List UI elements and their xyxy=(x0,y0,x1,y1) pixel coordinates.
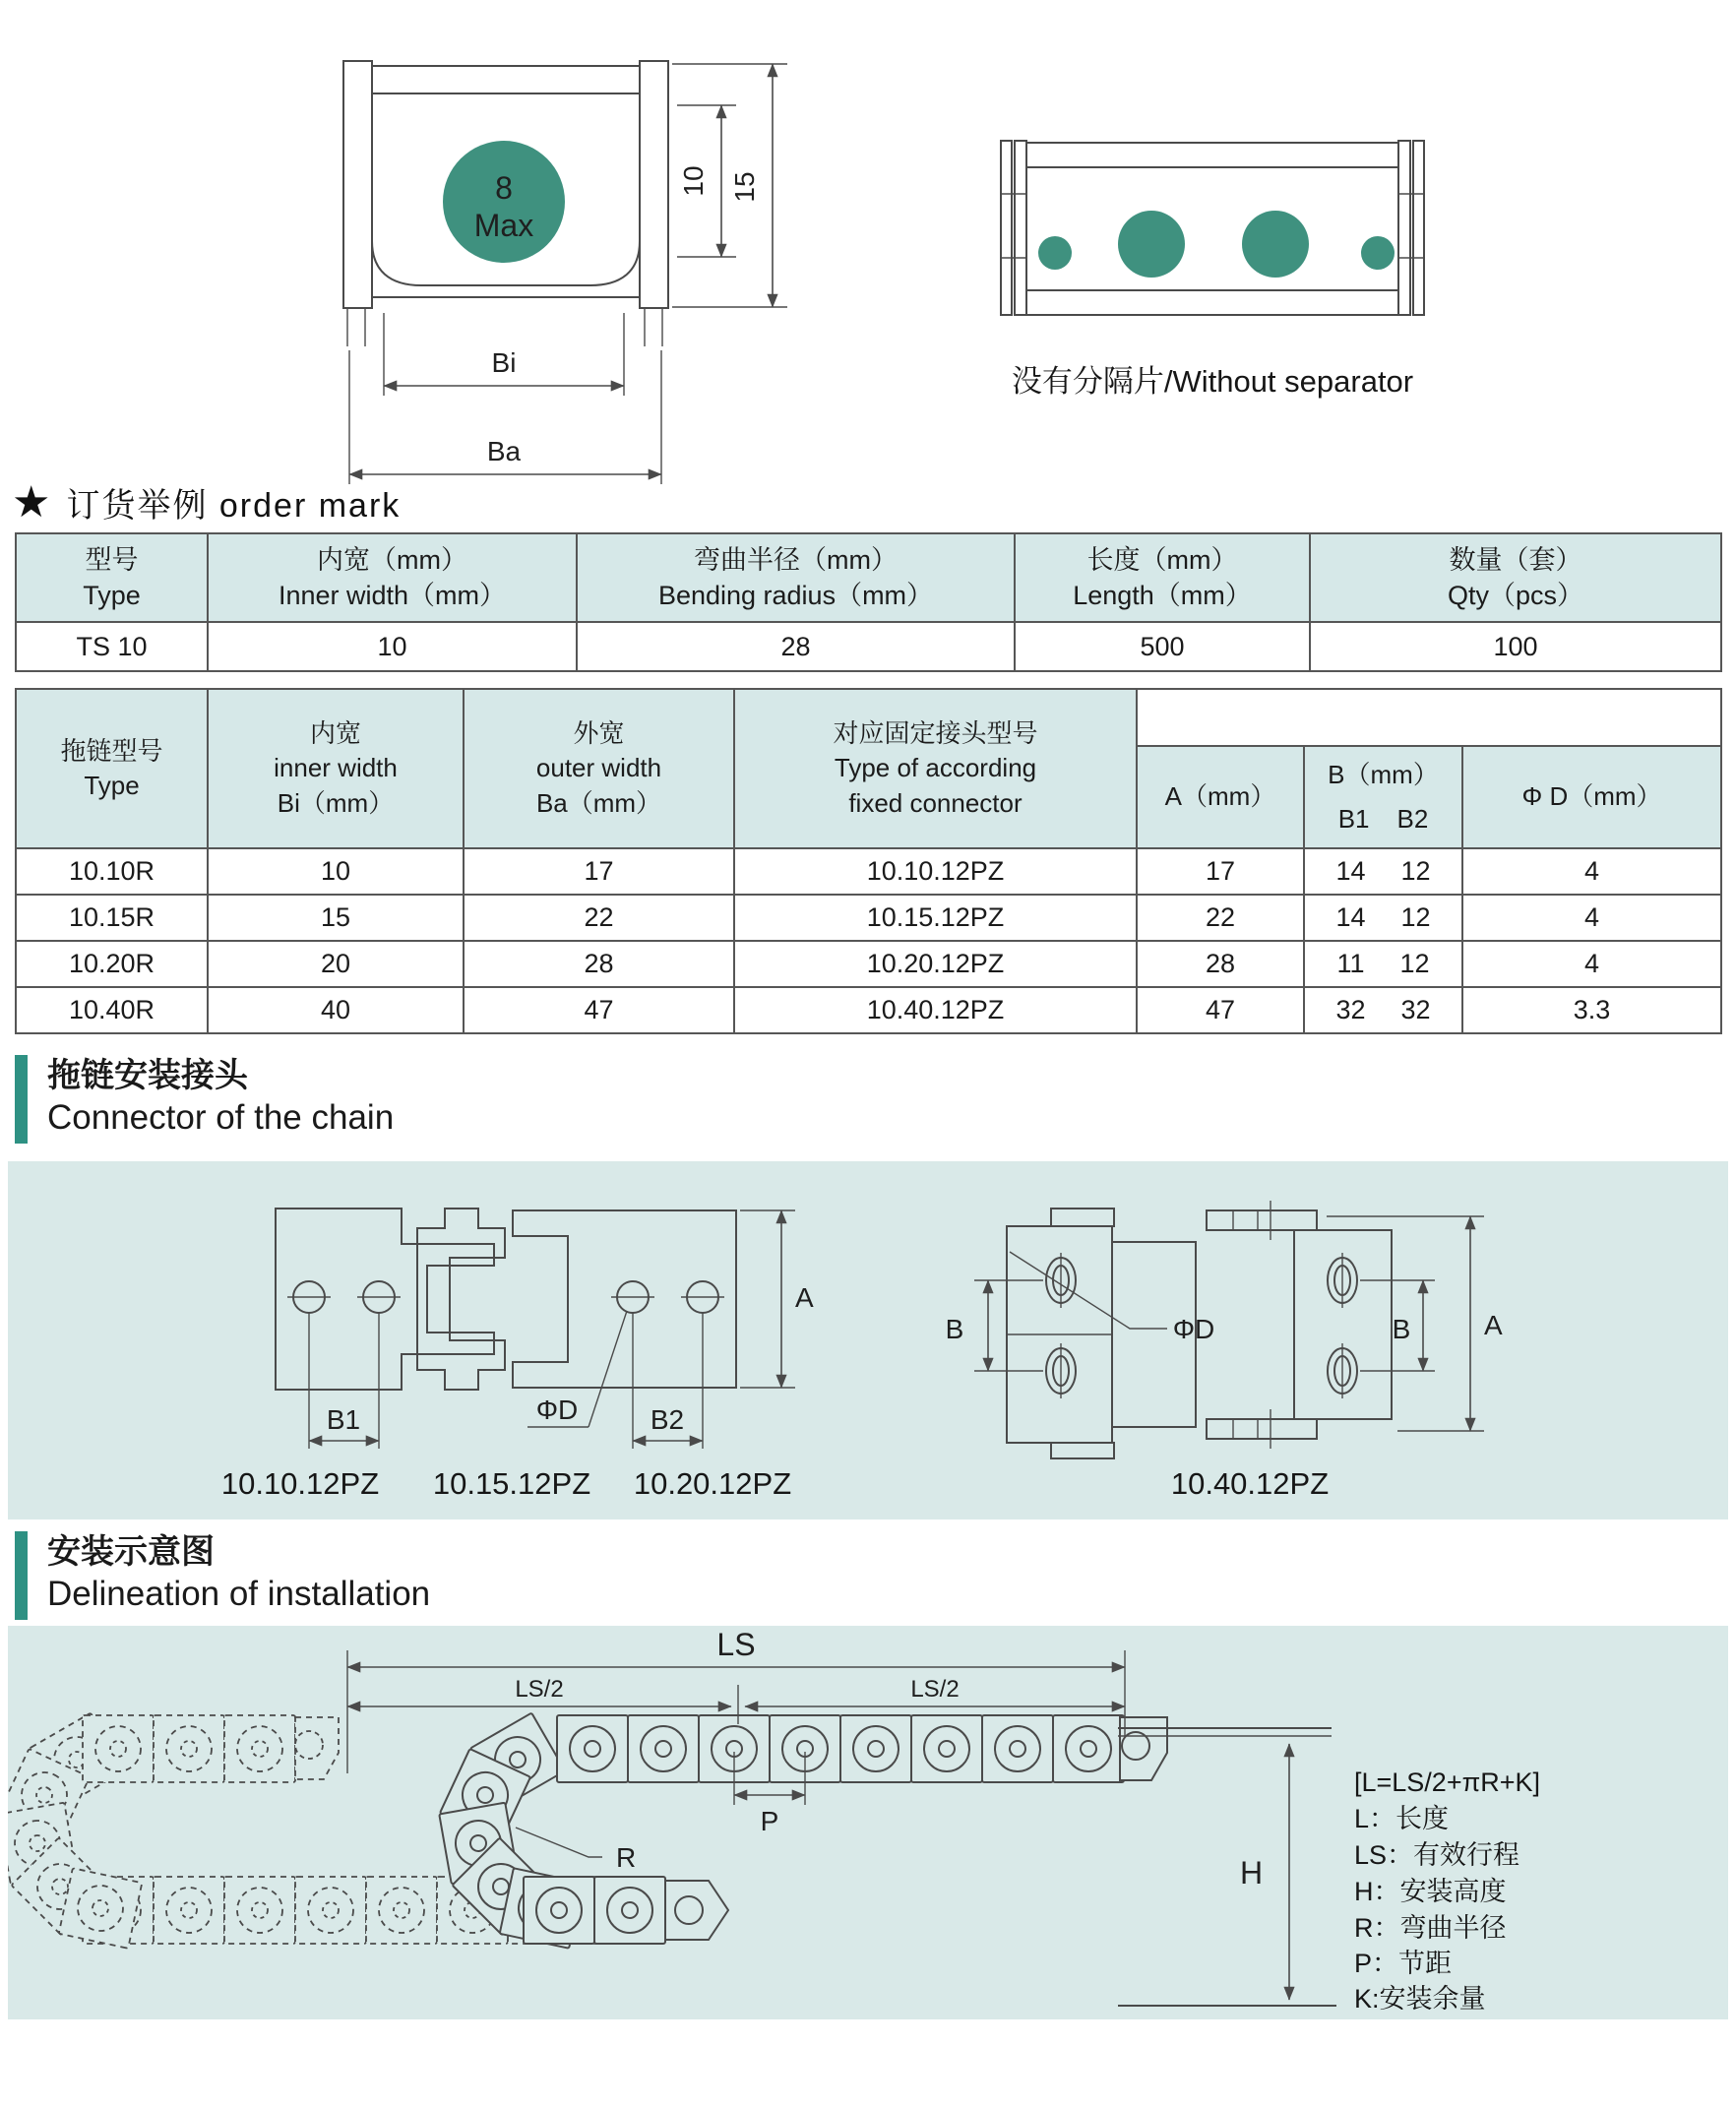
header-cell: 型号 Type xyxy=(16,533,208,622)
installation-section-heading xyxy=(15,1531,430,1620)
section-title-cn: 拖链安装接头 xyxy=(47,1057,248,1094)
table-cell: 10.15R xyxy=(16,895,208,941)
connector-caption: 10.15.12PZ xyxy=(432,1466,591,1501)
connector-caption: 10.20.12PZ xyxy=(633,1466,792,1501)
dim-a-label: A xyxy=(1484,1310,1503,1340)
dim-b1-label: B1 xyxy=(326,1404,361,1435)
table-cell: TS 10 xyxy=(16,622,208,671)
header-cell: 对应固定接头型号 Type of according fixed connector xyxy=(734,689,1137,848)
connector-diagram-panel xyxy=(8,1161,1728,1519)
table-cell: 20 xyxy=(208,941,464,987)
legend-line: R：弯曲半径 xyxy=(1354,1913,1507,1943)
dim-15-label: 15 xyxy=(729,171,760,203)
installation-diagram-panel xyxy=(8,1626,1728,2019)
table-cell: 22 xyxy=(464,895,734,941)
table-cell: 500 xyxy=(1015,622,1310,671)
table-cell: 10.20R xyxy=(16,941,208,987)
header-spacer-cell xyxy=(1137,689,1721,746)
cable-large xyxy=(1118,211,1185,278)
legend-line: K:安装余量 xyxy=(1354,1984,1486,2014)
table-cell: 14 12 xyxy=(1304,848,1462,895)
table-cell: 10.40R xyxy=(16,987,208,1033)
star-icon: ★ xyxy=(12,477,51,527)
table-cell: 28 xyxy=(1137,941,1304,987)
cable-large xyxy=(1242,211,1309,278)
dim-ls-label: LS xyxy=(716,1627,756,1662)
table-cell: 100 xyxy=(1310,622,1721,671)
dim-bi-label: Bi xyxy=(491,347,517,378)
cable-small xyxy=(1361,236,1395,270)
table-cell: 28 xyxy=(577,622,1015,671)
table-cell: 10.40.12PZ xyxy=(734,987,1137,1033)
table-cell: 3.3 xyxy=(1462,987,1721,1033)
legend-formula: [L=LS/2+πR+K] xyxy=(1354,1767,1540,1797)
table-cell: 22 xyxy=(1137,895,1304,941)
table-row xyxy=(16,987,1721,1033)
table-cell: 10.10R xyxy=(16,848,208,895)
table-row xyxy=(16,848,1721,895)
connector-section-heading xyxy=(15,1055,394,1144)
cable-small xyxy=(1038,236,1072,270)
header-cell: 拖链型号 Type xyxy=(16,689,208,848)
table-cell: 40 xyxy=(208,987,464,1033)
dim-p-label: P xyxy=(760,1806,779,1836)
connector-caption: 10.40.12PZ xyxy=(1170,1466,1330,1501)
table-cell: 10.15.12PZ xyxy=(734,895,1137,941)
table-cell: 10.20.12PZ xyxy=(734,941,1137,987)
dim-b-label: B xyxy=(945,1314,964,1344)
legend-line: L：长度 xyxy=(1354,1804,1450,1833)
legend-line: LS：有效行程 xyxy=(1354,1840,1520,1870)
header-cell: 内宽（mm） Inner width（mm） xyxy=(208,533,577,622)
connector-caption: 10.10.12PZ xyxy=(220,1466,380,1501)
dim-b-label: B xyxy=(1392,1314,1411,1344)
table-cell: 4 xyxy=(1462,941,1721,987)
table-row xyxy=(16,941,1721,987)
order-mark-title: 订货举例 order mark xyxy=(66,487,402,525)
table-cell: 10 xyxy=(208,622,577,671)
legend-line: P：节距 xyxy=(1354,1949,1453,1978)
dim-a-label: A xyxy=(795,1282,814,1313)
header-cell: 弯曲半径（mm） Bending radius（mm） xyxy=(577,533,1015,622)
table-cell: 47 xyxy=(464,987,734,1033)
table-cell: 15 xyxy=(208,895,464,941)
hole-max-label: Max xyxy=(473,208,534,243)
legend-line: H：安装高度 xyxy=(1354,1877,1507,1906)
top-diagrams xyxy=(0,0,1736,492)
spec-table xyxy=(15,688,1722,1034)
dim-r-label: R xyxy=(616,1842,637,1873)
header-cell: 长度（mm） Length（mm） xyxy=(1015,533,1310,622)
dim-phid-label: ΦD xyxy=(535,1395,579,1425)
dim-ls2-label: LS/2 xyxy=(910,1676,960,1703)
without-separator-caption: 没有分隔片/Without separator xyxy=(1011,364,1414,399)
table-cell: 10.10.12PZ xyxy=(734,848,1137,895)
table-cell: 14 12 xyxy=(1304,895,1462,941)
table-cell: 32 32 xyxy=(1304,987,1462,1033)
table-cell: 28 xyxy=(464,941,734,987)
order-example-table xyxy=(15,532,1722,672)
dim-b2-label: B2 xyxy=(650,1404,685,1435)
header-cell: 内宽 inner width Bi（mm） xyxy=(208,689,464,848)
header-cell: 数量（套） Qty（pcs） xyxy=(1310,533,1721,622)
section-bar xyxy=(15,1055,28,1144)
header-cell: B（mm） B1 B2 xyxy=(1304,746,1462,848)
header-cell: A（mm） xyxy=(1137,746,1304,848)
table-cell: 17 xyxy=(464,848,734,895)
table-cell: 11 12 xyxy=(1304,941,1462,987)
section-title-en: Connector of the chain xyxy=(47,1097,395,1137)
table-row xyxy=(16,895,1721,941)
section-title-cn: 安装示意图 xyxy=(47,1533,215,1571)
table-cell: 17 xyxy=(1137,848,1304,895)
table-cell: 4 xyxy=(1462,895,1721,941)
hole-dim-label: 8 xyxy=(495,170,513,206)
table-cell: 10 xyxy=(208,848,464,895)
table-cell: 47 xyxy=(1137,987,1304,1033)
without-separator-diagram xyxy=(1001,141,1424,399)
order-mark-heading xyxy=(12,478,401,527)
section-title-en: Delineation of installation xyxy=(47,1574,431,1613)
table-row xyxy=(16,622,1721,671)
section-bar xyxy=(15,1531,28,1620)
cross-section-diagram xyxy=(343,61,787,484)
table-cell: 4 xyxy=(1462,848,1721,895)
header-cell: Φ D（mm） xyxy=(1462,746,1721,848)
header-cell: 外宽 outer width Ba（mm） xyxy=(464,689,734,848)
dim-10-label: 10 xyxy=(678,165,709,197)
dim-ba-label: Ba xyxy=(486,436,522,466)
dim-ls2-label: LS/2 xyxy=(515,1676,564,1703)
dim-h-label: H xyxy=(1240,1855,1264,1891)
dim-phid-label: ΦD xyxy=(1172,1314,1215,1344)
